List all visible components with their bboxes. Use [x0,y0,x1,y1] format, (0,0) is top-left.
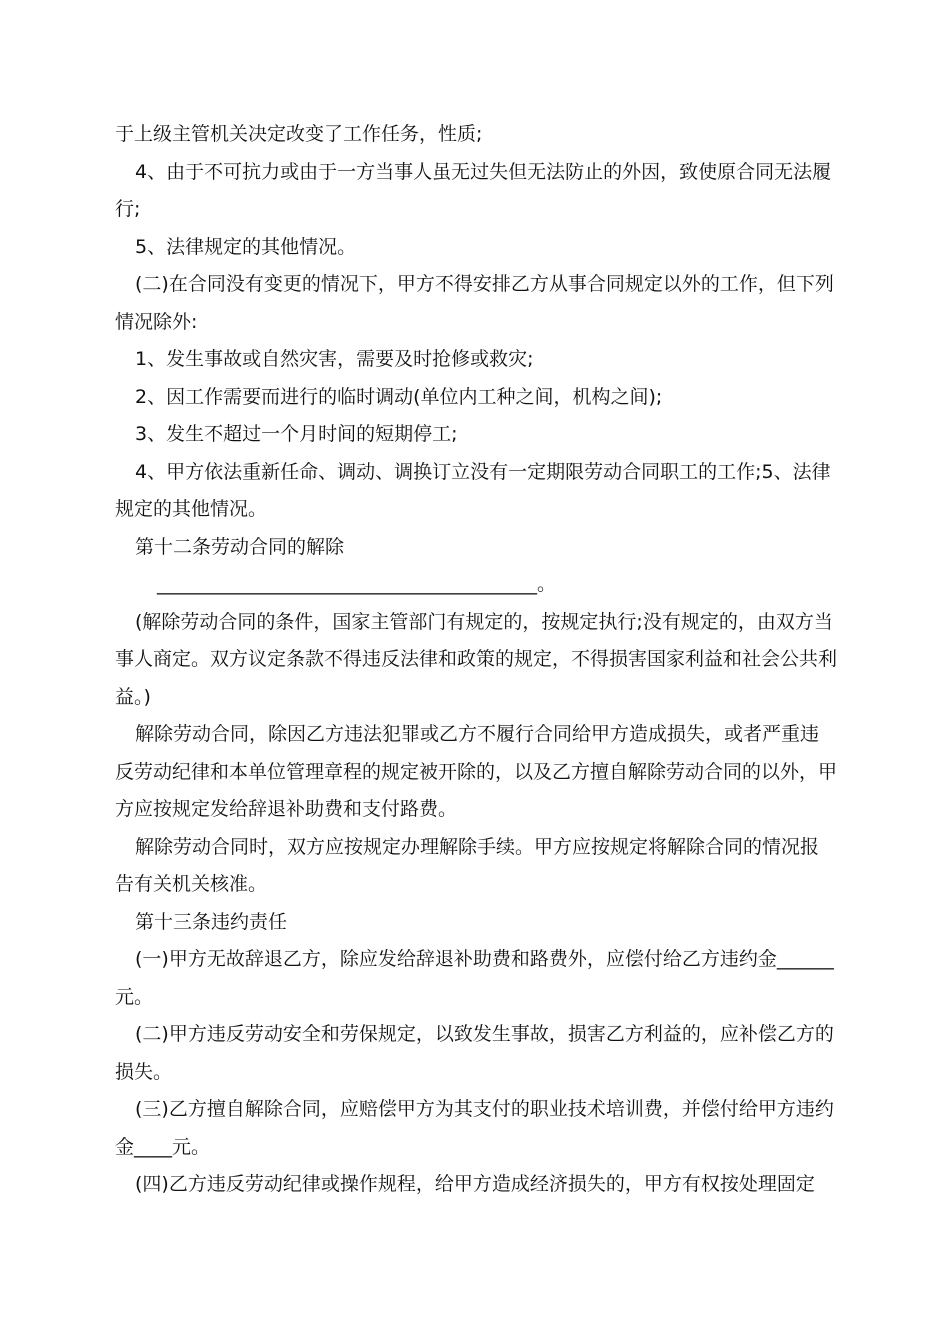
paragraph-section-2-no-change: (二)在合同没有变更的情况下，甲方不得安排乙方从事合同规定以外的工作，但下列情况除外: [115,273,834,333]
paragraph-item-5-other: 5、法律规定的其他情况。 [135,235,357,258]
paragraph-liability-3: (三)乙方擅自解除合同，应赔偿甲方为其支付的职业技术培训费，并偿付给甲方违约金____元。 [115,1098,834,1158]
paragraph-liability-4: (四)乙方违反劳动纪律或操作规程，给甲方造成经济损失的，甲方有权按处理固定 [135,1173,815,1195]
paragraph-liability-1: (一)甲方无故辞退乙方，除应发给辞退补助费和路费外，应偿付给乙方违约金______元。 [115,948,834,1008]
paragraph-item-4-reappointment: 4、甲方依法重新任命、调动、调换订立没有一定期限劳动合同职工的工作;5、法律规定的其他情况。 [115,460,831,520]
paragraph-termination-conditions: (解除劳动合同的条件，国家主管部门有规定的，按规定执行;没有规定的，由双方当事人商定。双方议定条款不得违反法律和政策的规定，不得损害国家利益和社会公共利益。) [115,610,838,708]
paragraph-item-4-force-majeure: 4、由于不可抗力或由于一方当事人虽无过失但无法防止的外因，致使原合同无法履行; [115,160,832,220]
paragraph-item-2-temporary-transfer: 2、因工作需要而进行的临时调动(单位内工种之间，机构之间); [135,385,663,408]
paragraph-item-3-short-stoppage: 3、发生不超过一个月时间的短期停工; [135,423,458,445]
article-12-heading: 第十二条劳动合同的解除 [135,535,345,558]
fill-in-blank-line: ________________________________________。 [157,573,557,595]
paragraph-liability-2: (二)甲方违反劳动安全和劳保规定，以致发生事故，损害乙方利益的，应补偿乙方的损失。 [115,1023,834,1083]
document-body [115,116,837,1204]
article-13-heading: 第十三条违约责任 [135,910,288,933]
paragraph-continued-task-change: 于上级主管机关决定改变了工作任务，性质; [115,123,483,145]
paragraph-item-1-accident: 1、发生事故或自然灾害，需要及时抢修或救灾; [135,348,534,370]
paragraph-termination-compensation: 解除劳动合同，除因乙方违法犯罪或乙方不履行合同给甲方造成损失，或者严重违反劳动纪律和本单位管理章程的规定被开除的，以及乙方擅自解除劳动合同的以外，甲方应按规定发给辞退补助费和支付路费。 [115,723,838,820]
paragraph-termination-procedure: 解除劳动合同时，双方应按规定办理解除手续。甲方应按规定将解除合同的情况报告有关机关核准。 [115,835,820,895]
